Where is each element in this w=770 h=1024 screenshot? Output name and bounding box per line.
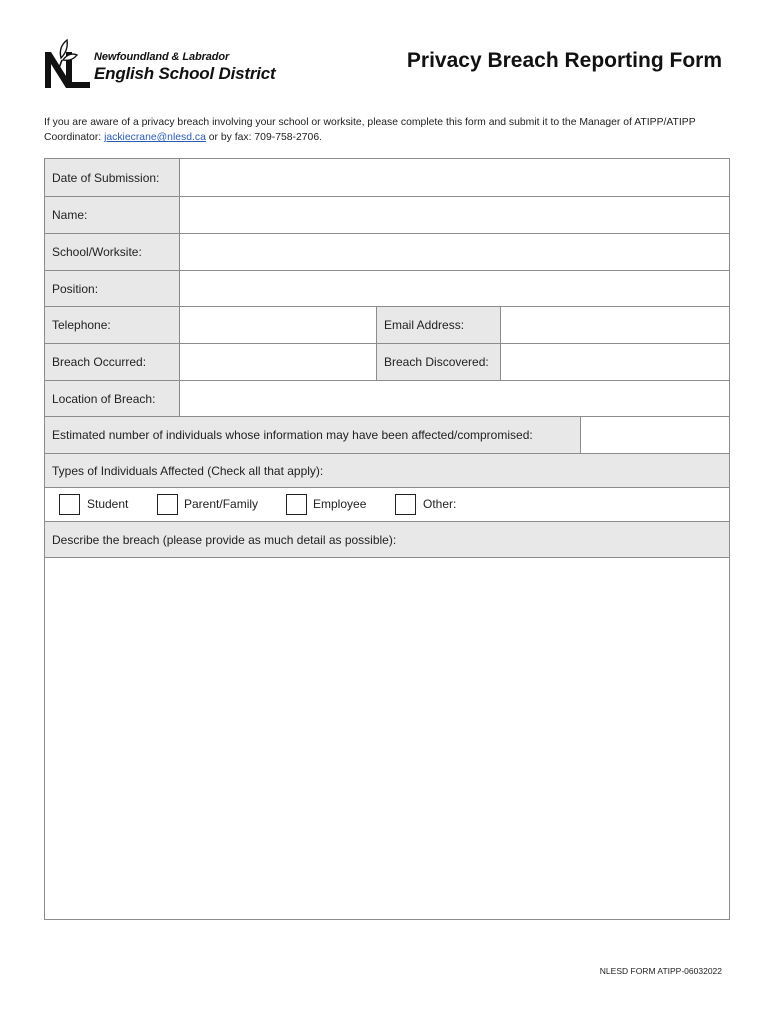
position-label: Position:	[45, 271, 180, 306]
parent-family-checkbox-label: Parent/Family	[184, 497, 259, 511]
logo-text-district: English School District	[94, 64, 276, 83]
page-title: Privacy Breach Reporting Form	[406, 49, 722, 72]
describe-breach-header: Describe the breach (please provide as much detail as possible):	[45, 522, 729, 558]
date-label: Date of Submission:	[45, 159, 180, 196]
row-telephone-email	[45, 307, 729, 344]
position-field[interactable]	[180, 271, 729, 306]
breach-discovered-label: Breach Discovered:	[376, 344, 501, 380]
nl-sprout-logo-icon	[42, 38, 92, 92]
row-name	[45, 197, 729, 234]
breach-occurred-field[interactable]	[180, 344, 376, 380]
telephone-field[interactable]	[180, 307, 376, 343]
types-affected-header: Types of Individuals Affected (Check all that apply):	[45, 454, 729, 488]
describe-breach-textarea[interactable]	[45, 558, 729, 919]
location-field[interactable]	[180, 381, 729, 416]
parent-family-checkbox[interactable]	[157, 494, 178, 515]
student-checkbox-label: Student	[87, 497, 129, 511]
row-position	[45, 271, 729, 307]
location-label: Location of Breach:	[45, 381, 180, 416]
email-label: Email Address:	[376, 307, 501, 343]
employee-checkbox[interactable]	[286, 494, 307, 515]
row-date	[45, 159, 729, 197]
student-checkbox[interactable]	[59, 494, 80, 515]
name-label: Name:	[45, 197, 180, 233]
date-field[interactable]	[180, 159, 729, 196]
other-checkbox-label: Other:	[423, 497, 457, 511]
coordinator-email-link[interactable]: jackiecrane@nlesd.ca	[104, 132, 206, 143]
row-location	[45, 381, 729, 417]
row-school	[45, 234, 729, 271]
school-label: School/Worksite:	[45, 234, 180, 270]
estimated-label: Estimated number of individuals whose information may have been affected/compromised:	[45, 417, 581, 453]
employee-checkbox-label: Employee	[313, 497, 367, 511]
school-field[interactable]	[180, 234, 729, 270]
district-logo	[42, 38, 276, 94]
estimated-count-field[interactable]	[581, 417, 729, 453]
telephone-label: Telephone:	[45, 307, 180, 343]
intro-fax-text: or by fax: 709-758-2706.	[205, 132, 322, 143]
row-breach-dates	[45, 344, 729, 381]
types-affected-checkboxes	[45, 488, 729, 522]
name-field[interactable]	[180, 197, 729, 233]
breach-discovered-field[interactable]	[501, 344, 729, 380]
row-estimated	[45, 417, 729, 454]
breach-occurred-label: Breach Occurred:	[45, 344, 180, 380]
form-id-footer: NLESD FORM ATIPP-06032022	[599, 966, 722, 976]
intro-text: If you are aware of a privacy breach involving your school or worksite, please complete this form and submit it to the Manager of ATIPP/ATIPP Coordinator:	[44, 117, 696, 143]
breach-form	[44, 158, 730, 920]
other-checkbox[interactable]	[395, 494, 416, 515]
logo-text-province: Newfoundland & Labrador	[94, 51, 230, 63]
email-field[interactable]	[501, 307, 729, 343]
intro-paragraph	[44, 115, 734, 145]
